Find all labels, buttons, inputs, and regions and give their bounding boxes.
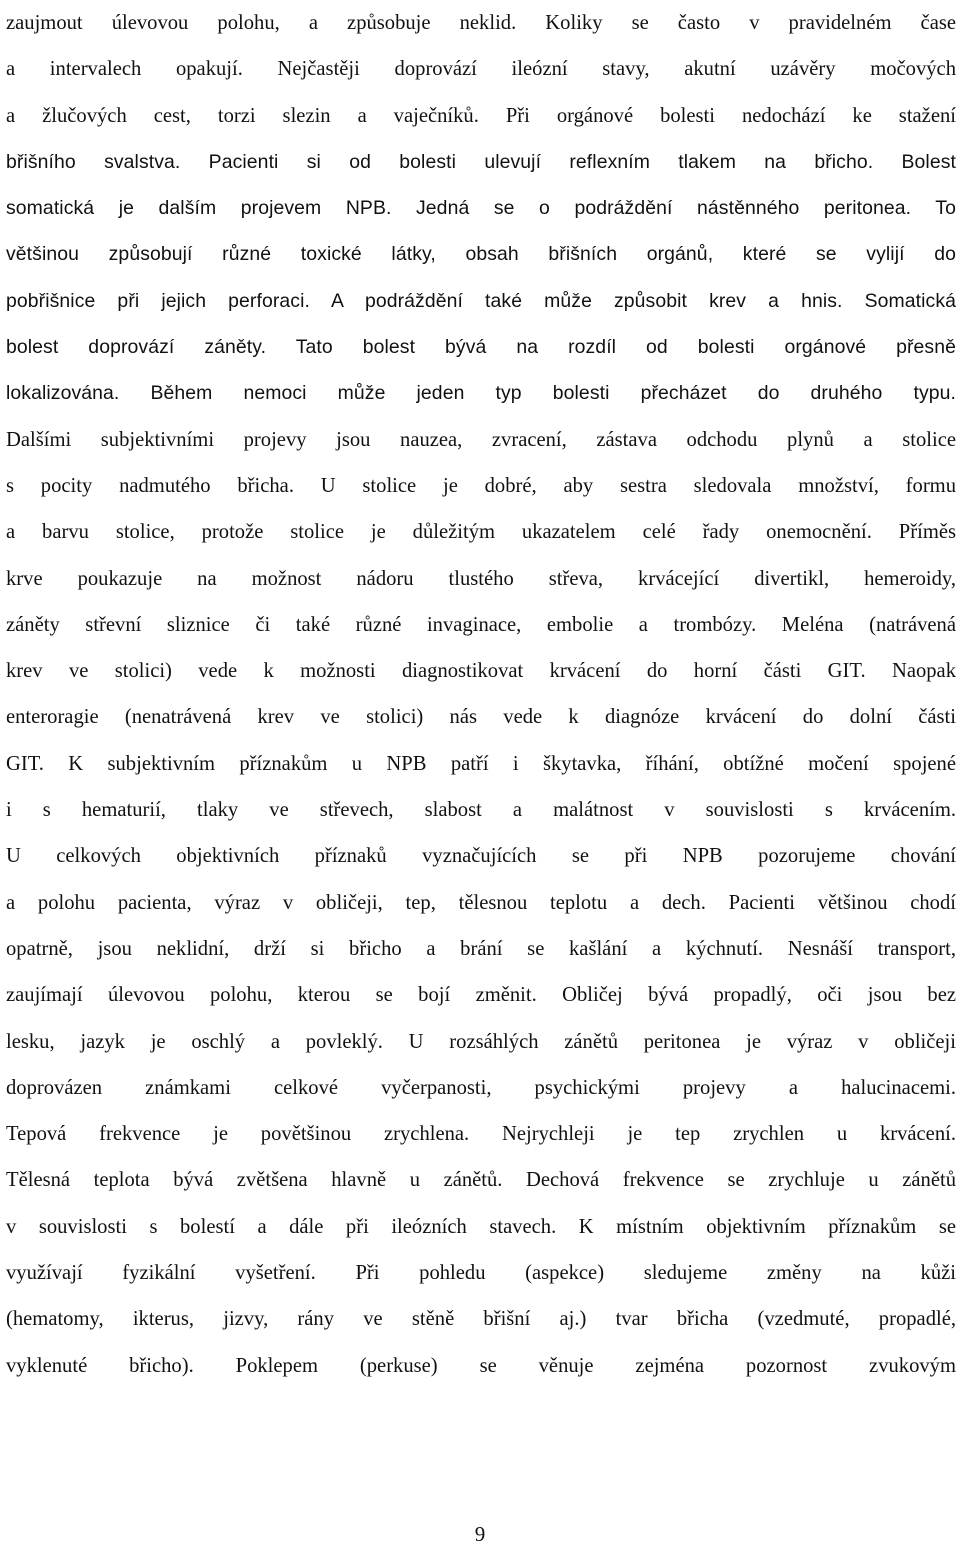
text-line: lesku, jazyk je oschlý a povleklý. U rozsáhlých zánětů peritonea je výraz v obličeji [6, 1030, 956, 1053]
text-line: bolest doprovází záněty. Tato bolest bývá na rozdíl od bolesti orgánové přesně [6, 336, 956, 359]
text-line: zaujmout úlevovou polohu, a způsobuje neklid. Koliky se často v pravidelném čase [6, 12, 956, 34]
text-line: enteroragie (nenatrávená krev ve stolici) nás vede k diagnóze krvácení do dolní části [6, 706, 956, 729]
text-line: i s hematurií, tlaky ve střevech, slabost a malátnost v souvislosti s krvácením. [6, 799, 956, 822]
text-line: pobřišnice při jejich perforaci. A podráždění také může způsobit krev a hnis. Somatická [6, 289, 956, 312]
page-number: 9 [474, 1522, 486, 1546]
text-line: Tepová frekvence je povětšinou zrychlena. Nejrychleji je tep zrychlen u krvácení. [6, 1123, 956, 1146]
text-line: a intervalech opakují. Nejčastěji doprovází ileózní stavy, akutní uzávěry močových [6, 58, 956, 81]
text-line: (hematomy, ikterus, jizvy, rány ve stěně břišní aj.) tvar břicha (vzedmuté, propadlé, [6, 1308, 956, 1331]
text-line: krve poukazuje na možnost nádoru tlustého střeva, krvácející divertikl, hemeroidy, [6, 567, 956, 590]
text-line: a polohu pacienta, výraz v obličeji, tep, tělesnou teplotu a dech. Pacienti většinou chodí [6, 891, 956, 914]
text-line: doprovázen známkami celkové vyčerpanosti, psychickými projevy a halucinacemi. [6, 1076, 956, 1099]
text-line: záněty střevní sliznice či také různé invaginace, embolie a trombózy. Meléna (natrávená [6, 613, 956, 636]
text-line: krev ve stolici) vede k možnosti diagnostikovat krvácení do horní části GIT. Naopak [6, 660, 956, 683]
text-line: GIT. K subjektivním příznakům u NPB patří i škytavka, říhání, obtížné močení spojené [6, 752, 956, 775]
text-line: zaujímají úlevovou polohu, kterou se bojí změnit. Obličej bývá propadlý, oči jsou bez [6, 984, 956, 1007]
text-line: břišního svalstva. Pacienti si od bolesti ulevují reflexním tlakem na břicho. Bolest [6, 150, 956, 173]
text-line: vyklenuté břicho). Poklepem (perkuse) se věnuje zejména pozornost zvukovým [6, 1354, 956, 1377]
text-line: somatická je dalším projevem NPB. Jedná se o podráždění nástěnného peritonea. To [6, 197, 956, 220]
text-line: a žlučových cest, torzi slezin a vaječníků. Při orgánové bolesti nedochází ke stažení [6, 104, 956, 127]
text-line: a barvu stolice, protože stolice je důležitým ukazatelem celé řady onemocnění. Příměs [6, 521, 956, 544]
text-line: U celkových objektivních příznaků vyznačujících se při NPB pozorujeme chování [6, 845, 956, 868]
text-line: využívají fyzikální vyšetření. Při pohledu (aspekce) sledujeme změny na kůži [6, 1262, 956, 1285]
body-text [6, 0, 956, 1389]
text-line: s pocity nadmutého břicha. U stolice je dobré, aby sestra sledovala množství, formu [6, 474, 956, 497]
text-line: většinou způsobují různé toxické látky, obsah břišních orgánů, které se vylijí do [6, 243, 956, 266]
text-line: Tělesná teplota bývá zvětšena hlavně u zánětů. Dechová frekvence se zrychluje u zánětů [6, 1169, 956, 1192]
text-line: v souvislosti s bolestí a dále při ileózních stavech. K místním objektivním příznakům se [6, 1215, 956, 1238]
text-line: Dalšími subjektivními projevy jsou nauzea, zvracení, zástava odchodu plynů a stolice [6, 428, 956, 451]
text-line: lokalizována. Během nemoci může jeden typ bolesti přecházet do druhého typu. [6, 382, 956, 405]
text-line: opatrně, jsou neklidní, drží si břicho a brání se kašlání a kýchnutí. Nesnáší transport, [6, 937, 956, 960]
